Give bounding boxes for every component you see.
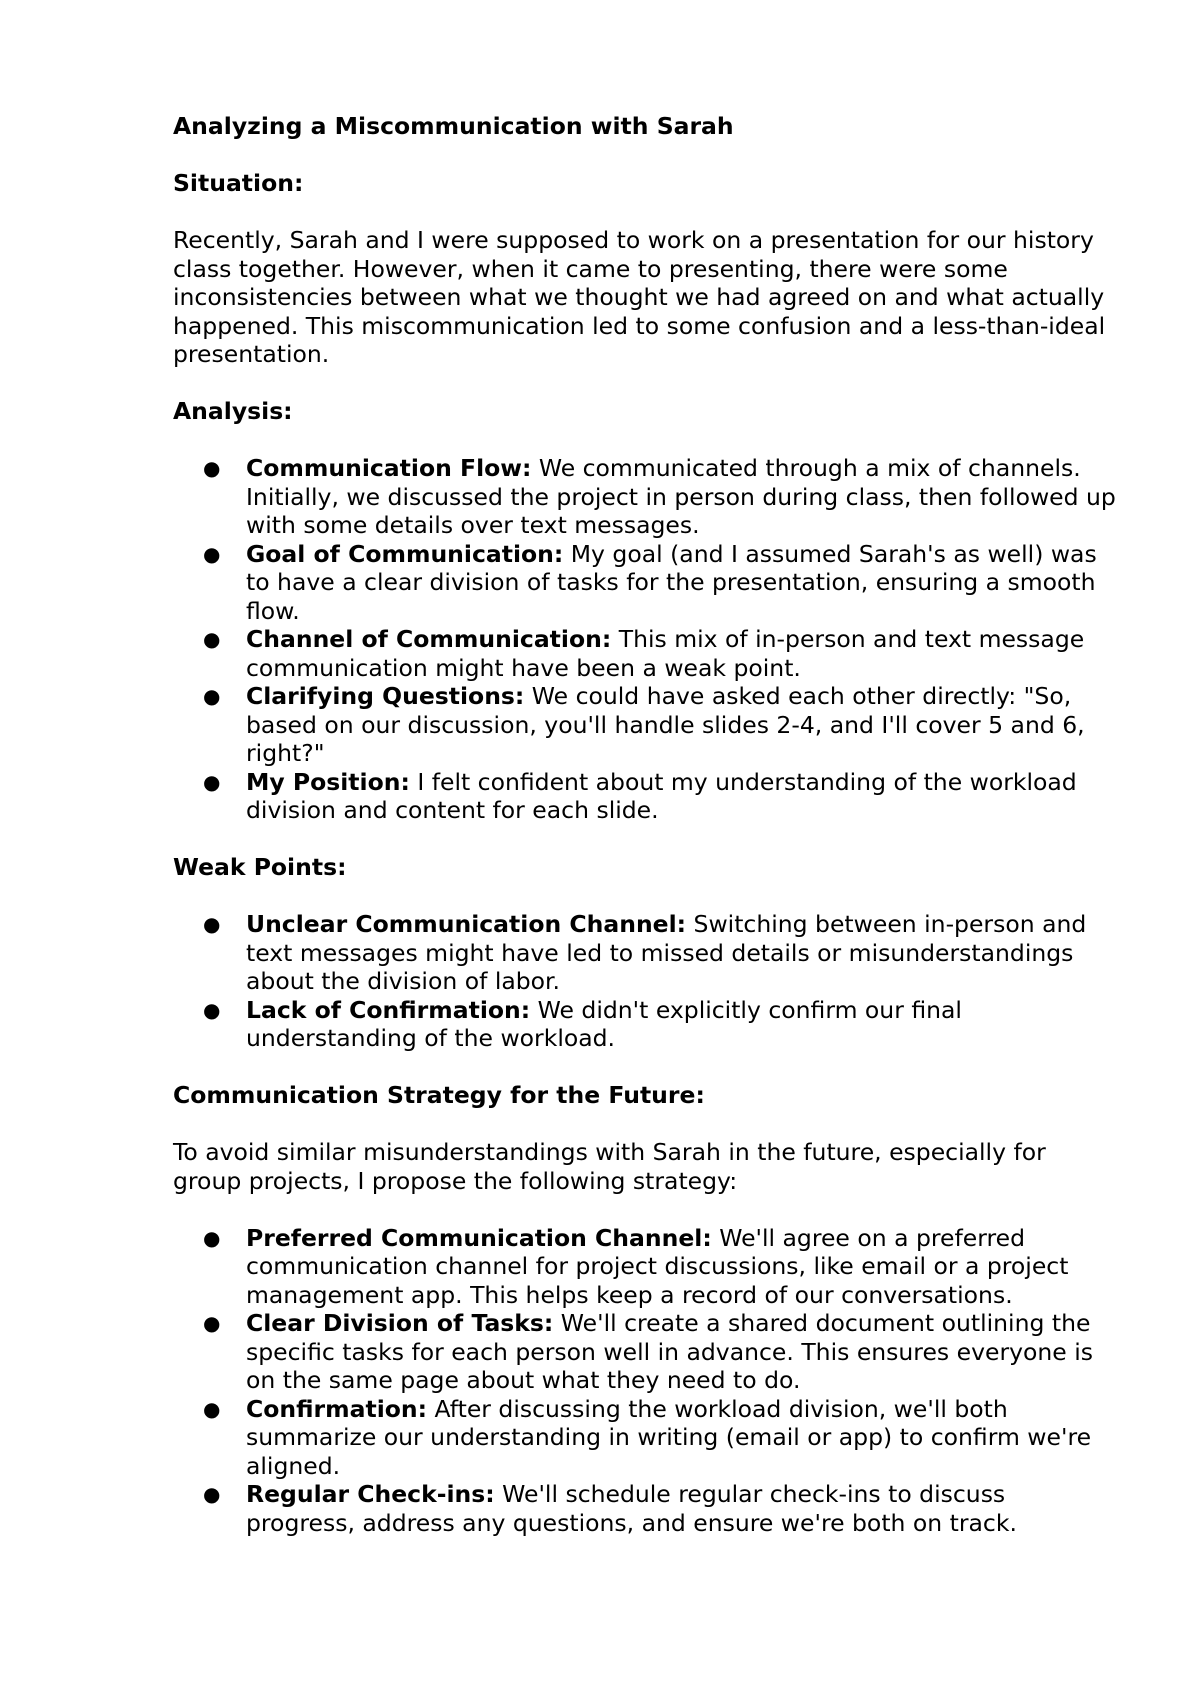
item-label: Confirmation: [246,1394,428,1423]
strategy-list-item [173,1480,1120,1537]
strategy-heading: Communication Strategy for the Future: [173,1081,705,1109]
item-text: My goal (and I assumed Sarah's as well) was to have a clear division of tasks for the presentation, ensuring a smooth flow. [246,539,1097,625]
bullet-icon: ● [203,541,221,566]
strategy-list-item [173,1224,1120,1310]
item-label: Unclear Communication Channel: [246,910,687,938]
strategy-list [173,1224,1120,1538]
analysis-list-item [173,454,1120,540]
bullet-icon: ● [203,684,221,708]
weak-points-list-item [173,996,1120,1053]
bullet-icon: ● [203,1225,221,1250]
strategy-intro: To avoid similar misunderstandings with Sarah in the future, especially for group projects, I propose the following strategy: [173,1138,1046,1195]
situation-heading: Situation: [173,169,304,197]
bullet-icon: ● [203,456,221,480]
item-label: Lack of Confirmation: [246,995,531,1024]
bullet-icon: ● [203,912,221,936]
strategy-list-item [173,1309,1120,1395]
weak-points-list-item [173,910,1120,996]
item-label: Preferred Communication Channel: [246,1223,712,1252]
analysis-list-item [173,540,1120,626]
item-label: Clear Division of Tasks: [246,1309,554,1337]
weak-points-list [173,910,1120,1053]
strategy-list-item [173,1395,1120,1481]
analysis-list [173,454,1120,825]
item-text: I felt confident about my understanding of the workload division and content for each slide. [246,767,1077,824]
analysis-list-item [173,625,1120,682]
item-text: Switching between in-person and text messages might have led to missed details or misunderstandings about the division of labor. [246,910,1087,995]
bullet-icon: ● [203,997,221,1022]
item-label: Clarifying Questions: [246,682,525,710]
analysis-heading: Analysis: [173,397,293,425]
item-label: Communication Flow: [246,454,532,482]
item-text: We'll agree on a preferred communication channel for project discussions, like email or a project management app. This helps keep a record of our conversations. [246,1223,1069,1309]
item-text: We'll create a shared document outlining the specific tasks for each person well in advance. This ensures everyone is on the same page about what they need to do. [246,1309,1093,1394]
bullet-icon: ● [203,1311,221,1335]
analysis-list-item [173,682,1120,768]
bullet-icon: ● [203,1396,221,1421]
item-text: We didn't explicitly confirm our final understanding of the workload. [246,995,962,1052]
item-text: We communicated through a mix of channels. Initially, we discussed the project in person during class, then followed up with some details over text messages. [246,454,1116,539]
weak-points-heading: Weak Points: [173,853,347,881]
item-text: We could have asked each other directly: "So, based on our discussion, you'll handle slides 2-4, and I'll cover 5 and 6, right?" [246,682,1085,767]
item-text: This mix of in-person and text message communication might have been a weak point. [246,625,1085,682]
item-label: Goal of Communication: [246,539,564,568]
item-label: My Position: [246,767,410,796]
bullet-icon: ● [203,1482,221,1506]
item-text: After discussing the workload division, we'll both summarize our understanding in writing (email or app) to confirm we're aligned. [246,1394,1092,1480]
item-label: Regular Check-ins: [246,1480,495,1508]
bullet-icon: ● [203,769,221,794]
item-label: Channel of Communication: [246,625,612,653]
item-text: We'll schedule regular check-ins to discuss progress, address any questions, and ensure we're both on track. [246,1480,1017,1537]
bullet-icon: ● [203,627,221,651]
situation-paragraph: Recently, Sarah and I were supposed to work on a presentation for our history class together. However, when it came to presenting, there were some inconsistencies between what we thought we had agreed on and what actually happened. This miscommunication led to some confusion and a less-than-ideal presentation. [173,226,1106,368]
document-title: Analyzing a Miscommunication with Sarah [173,112,734,140]
analysis-list-item [173,768,1120,825]
